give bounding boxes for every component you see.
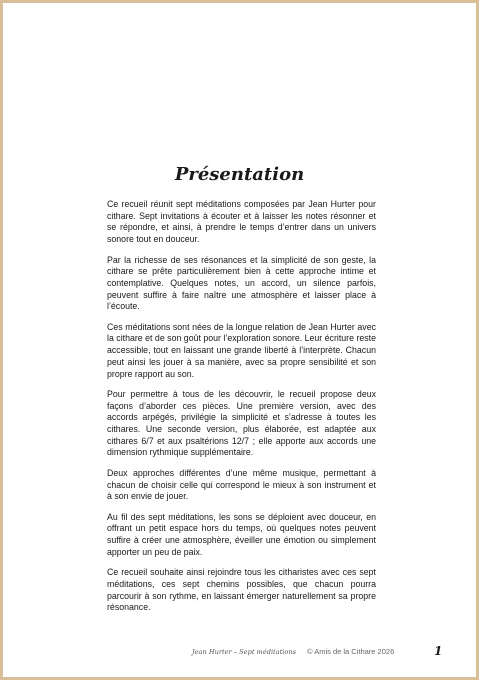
- paragraph: Au fil des sept méditations, les sons se déploient avec douceur, en offrant un petit espace hors du temps, où quelques notes peuvent suffire à créer une atmosphère, éveiller une émotion ou simplement apporter un peu de paix.: [107, 511, 376, 557]
- copyright-notice: © Amis de la Cithare 2026: [307, 647, 395, 656]
- paragraph: Ce recueil souhaite ainsi rejoindre tous les citharistes avec ces sept méditations, ces sept chemins possibles, que chacun pourra parcourir à son rythme, en laissant émerger naturellement sa propre résonance.: [107, 567, 376, 613]
- paragraph: Ces méditations sont nées de la longue relation de Jean Hurter avec la cithare et de son goût pour l’exploration sonore. Leur écriture reste accessible, tout en laissant une grande liberté à l’interprète. Chacun peut ainsi les jouer à sa manière, avec sa propre sensibilité et son propre rapport au son.: [107, 321, 376, 379]
- paragraph: Pour permettre à tous de les découvrir, le recueil propose deux façons d’aborder ces pièces. Une première version, avec des accords arpégés, privilégie la simplicité et s’adresse à toutes les cithares. Une seconde version, plus élaborée, est adaptée aux cithares 6/7 et aux psaltérions 12/7 ; elle apporte aux accords une dimension rythmique supplémentaire.: [107, 388, 376, 458]
- paragraph: Par la richesse de ses résonances et la simplicité de son geste, la cithare se prête particulièrement bien à cette approche intime et contemplative. Quelques notes, un accord, un silence parfois, peuvent suffire à faire naître une atmosphère et laisser place à l’écoute.: [107, 254, 376, 312]
- body-text: [107, 199, 376, 623]
- page-title: Présentation: [174, 164, 305, 185]
- paragraph: Deux approches différentes d’une même musique, permettant à chacun de choisir celle qui correspond le mieux à son instrument et à son envie de jouer.: [107, 467, 376, 502]
- running-head: Jean Hurter – Sept méditations: [192, 648, 296, 656]
- page-footer: [3, 643, 476, 663]
- page-number: 1: [434, 644, 443, 658]
- paragraph: Ce recueil réunit sept méditations composées par Jean Hurter pour cithare. Sept invitations à écouter et à laisser les notes résonner et se répondre, et ainsi, à prendre le temps d’entrer dans un univers sonore tout en douceur.: [107, 199, 376, 245]
